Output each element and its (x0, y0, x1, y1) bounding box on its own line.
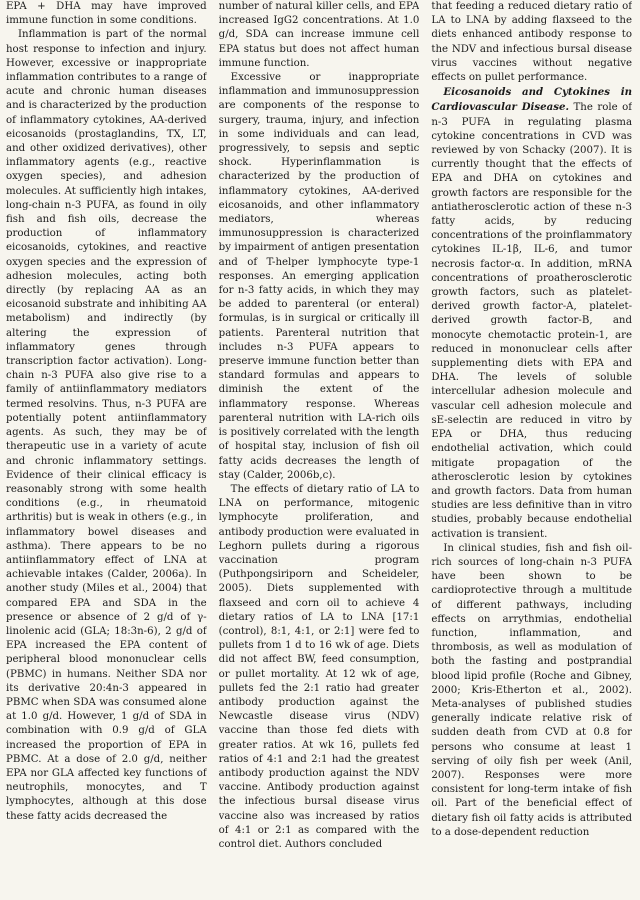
paragraph-text: The role of n-3 PUFA in regulating plasma cytokine concentrations in CVD was reviewed by von Schacky (2007). It is currently thought that the effects of EPA and DHA on cytokines and growth factors are responsible for the antiatherosclerotic action of these n-3 fatty acids, by reducing concentrations of the proinflammatory cytokines IL-1β, IL-6, and tumor necrosis factor-α. In addition, mRNA concentrations of proatherosclerotic growth factors, such as platelet-derived growth factor-A, platelet-derived growth factor-B, and monocyte chemotactic protein-1, are reduced in mononuclear cells after supplementing diets with EPA and DHA. The levels of soluble intercellular adhesion molecule and vascular cell adhesion molecule and sE-selectin are reduced in vitro by EPA or DHA, thus reducing endothelial activation, which could mitigate propagation of the atherosclerotic lesion by cytokines and growth factors. Data from human studies are less definitive than in vitro studies, probably because endothelial activation is transient. (431, 102, 633, 540)
paragraph: EPA + DHA may have improved immune function in some conditions. (6, 1, 207, 27)
paragraph: The effects of dietary ratio of LA to LNA on performance, mitogenic lymphocyte proliferation, and antibody production were evaluated in Leghorn pullets during a rigorous vaccination program (Puthpongsiriporn and Scheideler, 2005). Diets supplemented with flaxseed and corn oil to achieve 4 dietary ratios of LA to LNA [17:1 (control), 8:1, 4:1, or 2:1] were fed to pullets from 1 d to 16 wk of age. Diets did not affect BW, feed consumption, or pullet mortality. At 12 wk of age, pullets fed the 2:1 ratio had greater antibody production against the Newcastle disease virus (NDV) vaccine than those fed diets with greater ratios. At wk 16, pullets fed ratios of 4:1 and 2:1 had the greatest antibody production against the NDV vaccine. Antibody production against the infectious bursal disease virus vaccine also was increased by ratios of 4:1 or 2:1 as compared with the control diet. Authors concluded (218, 483, 420, 850)
paragraph: Inflammation is part of the normal host response to infection and injury. However, excessive or inappropriate inflammation contributes to a range of acute and chronic human diseases and is characterized by the production of inflammatory cytokines, AA-derived eicosanoids (prostaglandins, TX, LT, and other oxidized derivatives), other inflammatory agents (e.g., reactive oxygen species), and adhesion molecules. At sufficiently high intakes, long-chain n-3 PUFA, as found in oily fish and fish oils, decrease the production of inflammatory eicosanoids, cytokines, and reactive oxygen species and the expression of adhesion molecules, acting both directly (by replacing AA as an eicosanoid substrate and inhibiting AA metabolism) and indirectly (by altering the expression of inflammatory genes through transcription factor activation). Long-chain n-3 PUFA also give rise to a family of antiinflammatory mediators termed resolvins. Thus, n-3 PUFA are potentially potent antiinflammatory agents. As such, they may be of therapeutic use in a variety of acute and chronic inflammatory settings. Evidence of their clinical efficacy is reasonably strong with some health conditions (e.g., in rheumatoid arthritis) but is weak in others (e.g., in inflammatory bowel diseases and asthma). There appears to be no antiinflammatory effect of LNA at achievable intakes (Calder, 2006a). In another study (Miles et al., 2004) that compared EPA and SDA in the presence or absence of 2 g/d of γ-linolenic acid (GLA; 18:3n-6), 2 g/d of EPA increased the EPA content of peripheral blood mononuclear cells (PBMC) in humans. Neither SDA nor its derivative 20:4n-3 appeared in PBMC when SDA was consumed alone at 1.0 g/d. However, 1 g/d of SDA in combination with 0.9 g/d of GLA increased the proportion of EPA in PBMC. At a dose of 2.0 g/d, neither EPA nor GLA affected key functions of neutrophils, monocytes, and T lymphocytes, although at this dose these fatty acids decreased the (6, 29, 207, 822)
paragraph-with-heading (431, 85, 632, 542)
paragraph: In clinical studies, fish and fish oil-rich sources of long-chain n-3 PUFA have been shown to be cardioprotective through a multitude of different pathways, including effects on arrythmias, endothelial function, inflammation, and thrombosis, as well as modulation of both the fasting and postprandial blood lipid profile (Roche and Gibney, 2000; Kris-Etherton et al., 2002). Meta-analyses of published studies generally indicate relative risk of sudden death from CVD at 0.8 for persons who consume at least 1 serving of oily fish per week (Anil, 2007). Responses were more consistent for long-term intake of fish oil. Part of the beneficial effect of dietary fish oil fatty acids is attributed to a dose-dependent reduction (431, 542, 633, 838)
text-column-left (6, 0, 207, 900)
section-heading: Eicosanoids and Cytokines in Cardiovascular Disease. (431, 86, 633, 114)
paragraph: Excessive or inappropriate inflammation and immunosuppression are components of the response to surgery, trauma, injury, and infection in some individuals and can lead, progressively, to sepsis and septic shock. Hyperinflammation is characterized by the production of inflammatory cytokines, AA-derived eicosanoids, and other inflammatory mediators, whereas immunosuppression is characterized by impairment of antigen presentation and of T-helper lymphocyte type-1 responses. An emerging application for n-3 fatty acids, in which they may be added to parenteral (or enteral) formulas, is in surgical or critically ill patients. Parenteral nutrition that includes n-3 PUFA appears to preserve immune function better than standard formulas and appears to diminish the extent of the inflammatory response. Whereas parenteral nutrition with LA-rich oils is positively correlated with the length of hospital stay, inclusion of fish oil fatty acids decreases the length of stay (Calder, 2006b,c). (218, 72, 420, 481)
text-column-right (431, 0, 632, 900)
paragraph: that feeding a reduced dietary ratio of LA to LNA by adding flaxseed to the diets enhanced antibody response to the NDV and infectious bursal disease virus vaccines without negative effects on pullet performance. (431, 1, 633, 84)
paragraph: number of natural killer cells, and EPA increased IgG2 concentrations. At 1.0 g/d, SDA can increase immune cell EPA status but does not affect human immune function. (218, 1, 420, 69)
text-column-middle (219, 0, 420, 900)
